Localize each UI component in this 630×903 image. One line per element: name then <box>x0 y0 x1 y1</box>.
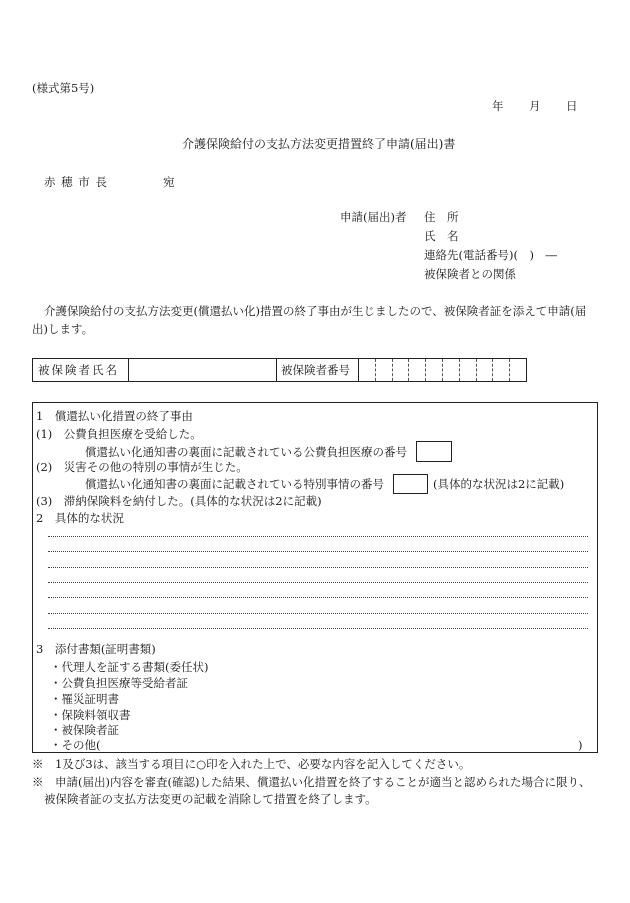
date-day-label: 日 <box>566 99 578 113</box>
note-2-line1: ※ 申請(届出)内容を審査(確認)した結果、償還払い化措置を終了することが適当と認められた場合に限り、 <box>32 775 591 789</box>
document-title: 介護保険給付の支払方法変更措置終了申請(届出)書 <box>182 137 456 151</box>
insured-number-digit[interactable] <box>460 359 477 381</box>
section1-item2-sub: 償還払い化通知書の裏面に記載されている特別事情の番号 <box>85 477 384 491</box>
insured-number-digit[interactable] <box>376 359 393 381</box>
situation-line[interactable] <box>48 628 588 629</box>
attachment-item: ・罹災証明書 <box>50 692 119 706</box>
addressee: 赤 穂 市 長 <box>44 175 108 189</box>
intro-text-line2: 出)します。 <box>32 322 94 336</box>
applicant-name-label: 氏 名 <box>424 229 459 243</box>
section1-item2-note: (具体的な状況は2に記載) <box>433 477 565 491</box>
insured-number-digit[interactable] <box>477 359 494 381</box>
section1-item1: (1) 公費負担医療を受給した。 <box>36 427 202 441</box>
intro-text-line1: 介護保険給付の支払方法変更(償還払い化)措置の終了事由が生じましたので、被保険者証を添えて申請(届 <box>44 304 587 318</box>
insured-number-digit[interactable] <box>393 359 410 381</box>
attachment-other: ・その他( <box>50 738 101 752</box>
insured-number-field[interactable] <box>359 359 526 381</box>
insured-number-digit[interactable] <box>493 359 510 381</box>
section3-heading: 3 添付書類(証明書類) <box>36 642 156 656</box>
insured-name-field[interactable] <box>129 359 277 381</box>
note-2-line2: 被保険者証の支払方法変更の記載を消除して措置を終了します。 <box>44 792 377 806</box>
attachment-item: ・公費負担医療等受給者証 <box>50 676 188 690</box>
situation-line[interactable] <box>48 582 588 583</box>
applicant-role-label: 申請(届出)者 <box>340 210 407 224</box>
insured-number-digit[interactable] <box>359 359 376 381</box>
insured-info-table <box>32 358 527 382</box>
attachment-item: ・保険料領収書 <box>50 708 131 722</box>
insured-number-digit[interactable] <box>443 359 460 381</box>
attachment-other-close: ) <box>578 738 583 752</box>
section1-item2: (2) 災害その他の特別の事情が生じた。 <box>36 460 248 474</box>
section1-item1-sub: 償還払い化通知書の裏面に記載されている公費負担医療の番号 <box>85 445 407 459</box>
situation-line[interactable] <box>48 613 588 614</box>
date-year-label: 年 <box>492 99 504 113</box>
attachment-item: ・代理人を証する書類(委任状) <box>50 660 209 674</box>
situation-line[interactable] <box>48 536 588 537</box>
form-number: (様式第5号) <box>32 81 95 95</box>
situation-line[interactable] <box>48 567 588 568</box>
section1-heading: 1 償還払い化措置の終了事由 <box>36 409 193 423</box>
section1-item3: (3) 滞納保険料を納付した。(具体的な状況は2に記載) <box>36 494 322 508</box>
insured-number-digit[interactable] <box>409 359 426 381</box>
addressee-honorific: 宛 <box>163 175 175 189</box>
applicant-address-label: 住 所 <box>424 210 459 224</box>
applicant-contact-label: 連絡先(電話番号)( ) ― <box>424 248 557 262</box>
date-month-label: 月 <box>529 99 541 113</box>
insured-number-label: 被保険者番号 <box>277 359 359 381</box>
insured-name-label: 被保険者氏名 <box>33 359 129 381</box>
situation-line[interactable] <box>48 551 588 552</box>
situation-line[interactable] <box>48 597 588 598</box>
public-medical-number-field[interactable] <box>416 441 452 462</box>
special-circumstance-number-field[interactable] <box>393 474 428 494</box>
insured-number-digit[interactable] <box>426 359 443 381</box>
insured-number-digit[interactable] <box>510 359 526 381</box>
applicant-relation-label: 被保険者との関係 <box>424 267 516 281</box>
note-1: ※ 1及び3は、該当する項目に○印を入れた上で、必要な内容を記入してください。 <box>32 757 471 771</box>
section2-heading: 2 具体的な状況 <box>36 511 124 525</box>
attachment-item: ・被保険者証 <box>50 723 119 737</box>
